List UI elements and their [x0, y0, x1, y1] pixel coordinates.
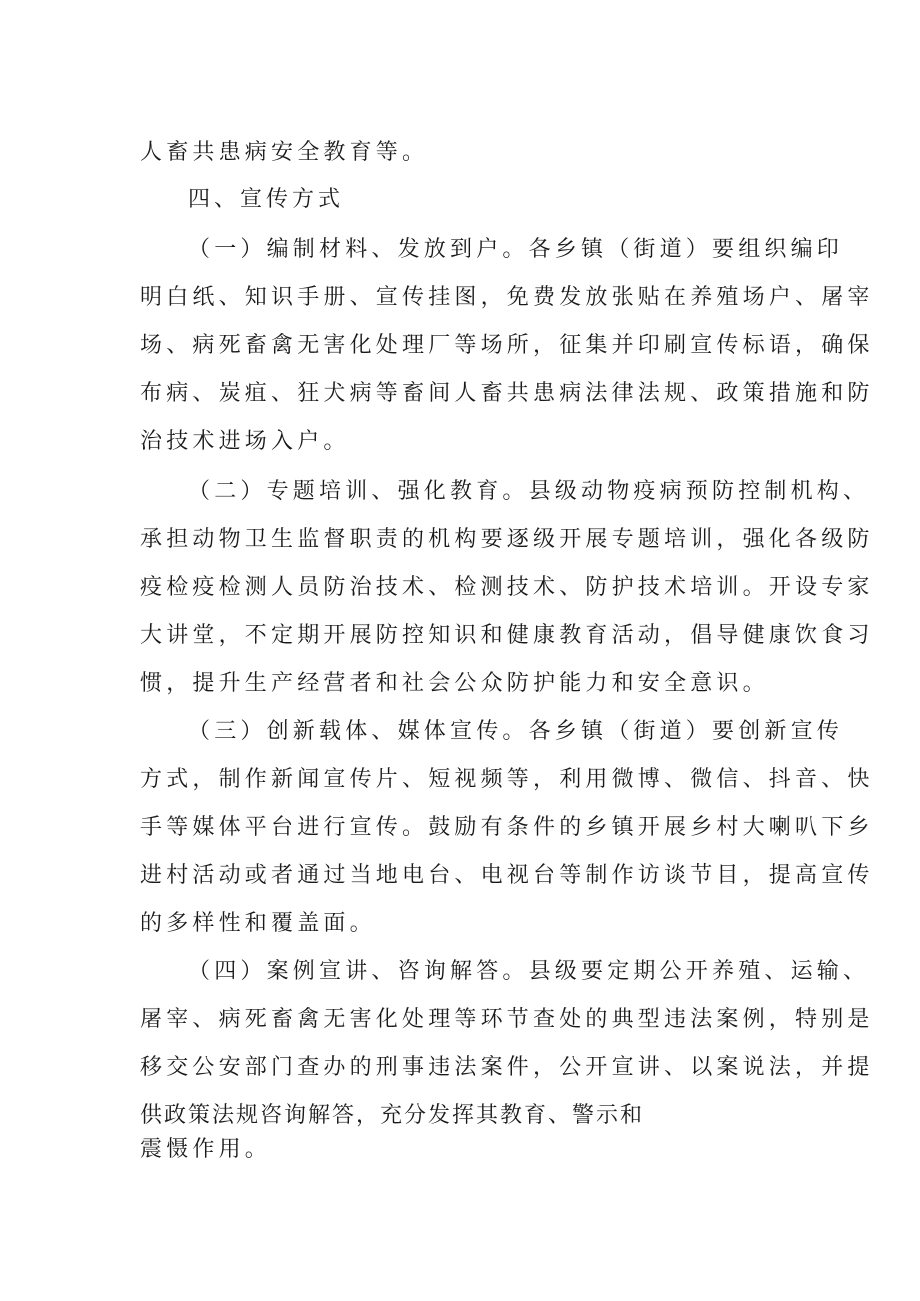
- paragraph-line: （二）专题培训、强化教育。县级动物疫病预防控制机构、: [188, 479, 870, 504]
- paragraph-line: 场、病死畜禽无害化处理厂等场所，征集并印刷宣传标语，确保: [140, 333, 874, 358]
- paragraph-line: 屠宰、病死畜禽无害化处理等环节查处的典型违法案例，特别是: [140, 1007, 874, 1032]
- paragraph-line: （三）创新载体、媒体宣传。各乡镇（街道）要创新宣传: [188, 719, 844, 744]
- section-heading: 四、宣传方式: [188, 187, 345, 212]
- paragraph-line: 承担动物卫生监督职责的机构要逐级开展专题培训，强化各级防: [140, 527, 874, 552]
- paragraph-line: （一）编制材料、发放到户。各乡镇（街道）要组织编印: [188, 237, 844, 262]
- paragraph-line: 惯，提升生产经营者和社会公众防护能力和安全意识。: [140, 671, 769, 696]
- paragraph-line: 布病、炭疽、狂犬病等畜间人畜共患病法律法规、政策措施和防: [140, 381, 874, 406]
- text-line: 人畜共患病安全教育等。: [140, 140, 429, 165]
- paragraph-line: 方式，制作新闻宣传片、短视频等，利用微博、微信、抖音、快: [140, 767, 874, 792]
- paragraph-line: 的多样性和覆盖面。: [140, 911, 376, 936]
- paragraph-line: 治技术进场入户。: [140, 429, 350, 454]
- paragraph-line: 供政策法规咨询解答，充分发挥其教育、警示和: [140, 1103, 645, 1128]
- paragraph-line: 手等媒体平台进行宣传。鼓励有条件的乡镇开展乡村大喇叭下乡: [140, 815, 874, 840]
- paragraph-line: 移交公安部门查办的刑事违法案件，公开宣讲、以案说法，并提: [140, 1055, 874, 1080]
- paragraph-line: 震慑作用。: [140, 1137, 272, 1162]
- paragraph-line: 大讲堂，不定期开展防控知识和健康教育活动，倡导健康饮食习: [140, 623, 874, 648]
- paragraph-line: 疫检疫检测人员防治技术、检测技术、防护技术培训。开设专家: [140, 575, 874, 600]
- paragraph-line: 明白纸、知识手册、宣传挂图，免费发放张贴在养殖场户、屠宰: [140, 285, 874, 310]
- paragraph-line: （四）案例宣讲、咨询解答。县级要定期公开养殖、运输、: [188, 959, 870, 984]
- paragraph-line: 进村活动或者通过当地电台、电视台等制作访谈节目，提高宣传: [140, 863, 874, 888]
